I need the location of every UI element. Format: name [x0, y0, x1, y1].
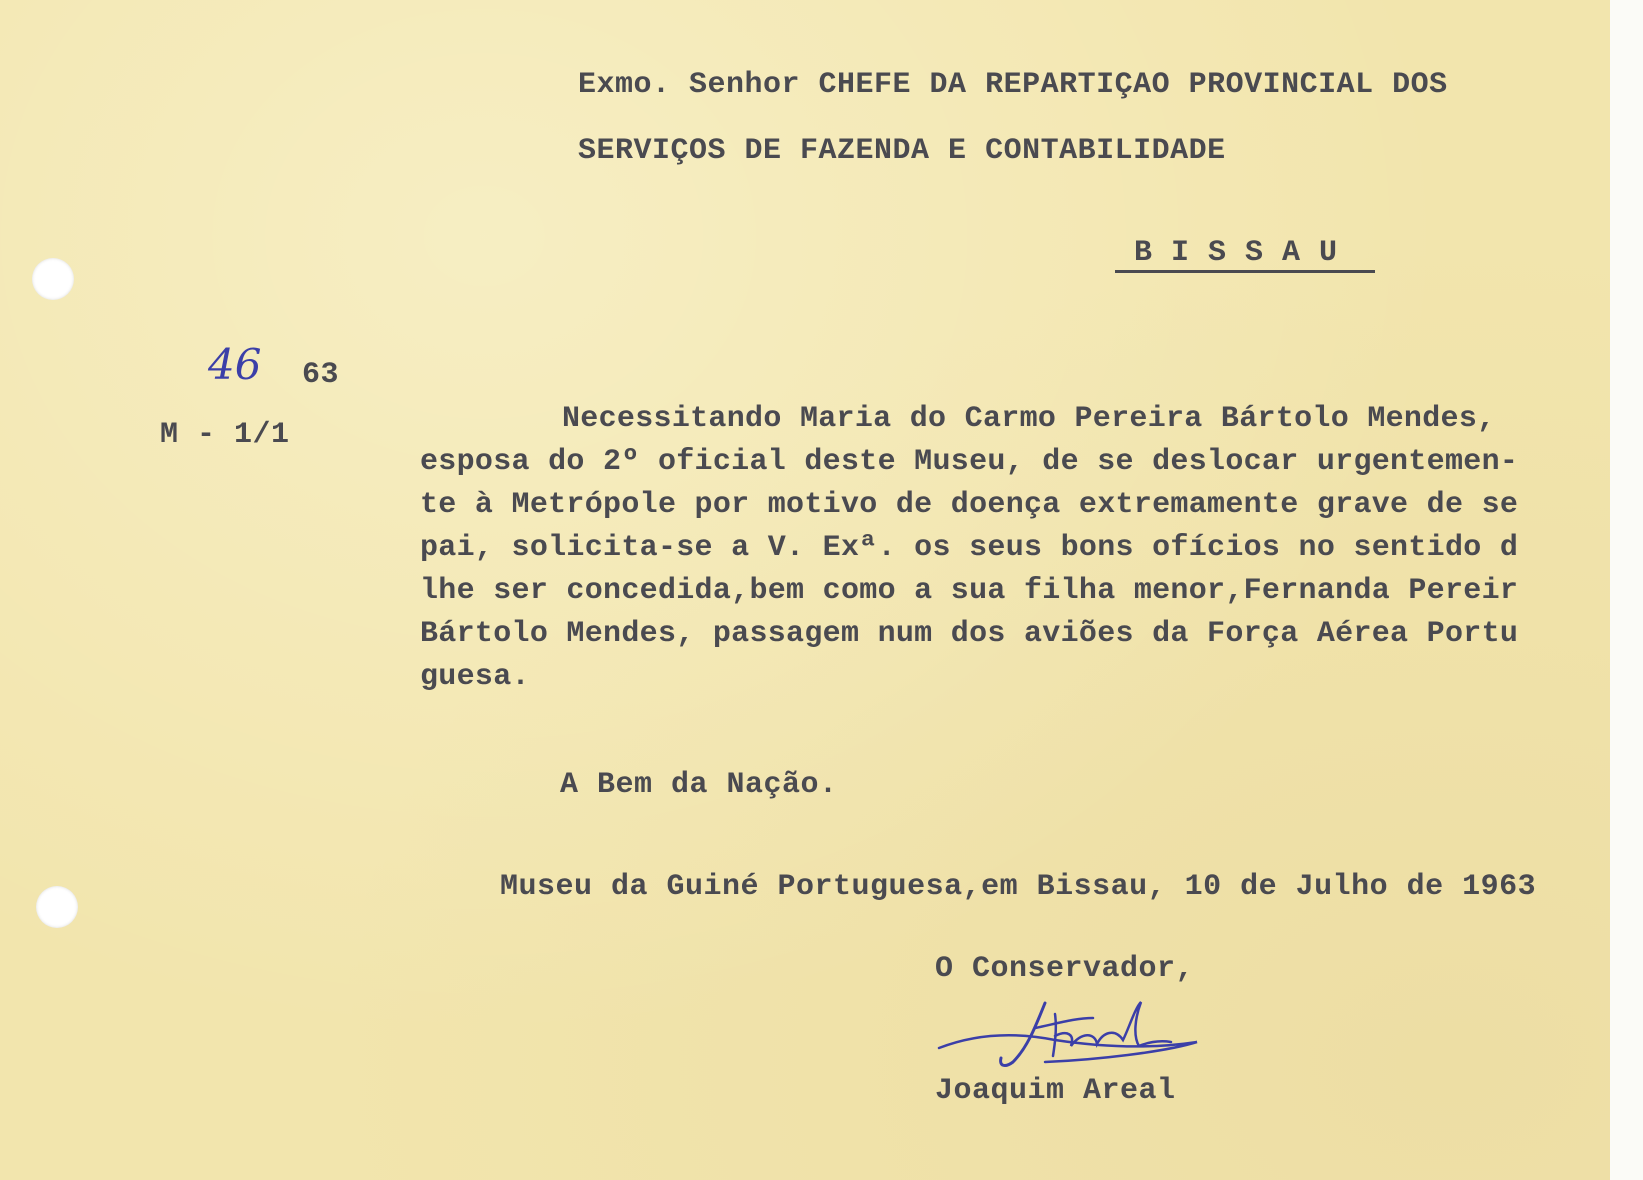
body-line: esposa do 2º oficial deste Museu, de se deslocar urgentemen-: [420, 445, 1519, 479]
punch-hole-bottom: [36, 886, 78, 928]
addressee-line-1: Exmo. Senhor CHEFE DA REPARTIÇAO PROVINCIAL DOS: [578, 68, 1448, 102]
body-line: pai, solicita-se a V. Exª. os seus bons ofícios no sentido d: [420, 531, 1519, 565]
file-year: 63: [302, 358, 340, 392]
body-line: lhe ser concedida,bem como a sua filha menor,Fernanda Pereir: [420, 574, 1519, 608]
closing-salutation: A Bem da Nação.: [560, 768, 838, 802]
city-underline: [1115, 270, 1375, 273]
body-line: Bártolo Mendes, passagem num dos aviões da Força Aérea Portu: [420, 617, 1519, 651]
addressee-city: B I S S A U: [1134, 236, 1338, 270]
body-line: guesa.: [420, 660, 530, 694]
punch-hole-top: [32, 258, 74, 300]
signatory-role: O Conservador,: [935, 952, 1195, 986]
body-line: te à Metrópole por motivo de doença extremamente grave de se: [420, 488, 1519, 522]
handwritten-file-number: 46: [208, 340, 262, 389]
file-reference: M - 1/1: [160, 418, 290, 452]
signatory-name: Joaquim Areal: [935, 1074, 1176, 1108]
addressee-line-2: SERVIÇOS DE FAZENDA E CONTABILIDADE: [578, 134, 1226, 168]
handwritten-signature: [935, 988, 1255, 1078]
letter-body: [420, 398, 1616, 699]
place-and-date: Museu da Guiné Portuguesa,em Bissau, 10 de Julho de 1963: [500, 870, 1537, 904]
body-line: Necessitando Maria do Carmo Pereira Bártolo Mendes,: [562, 402, 1496, 436]
